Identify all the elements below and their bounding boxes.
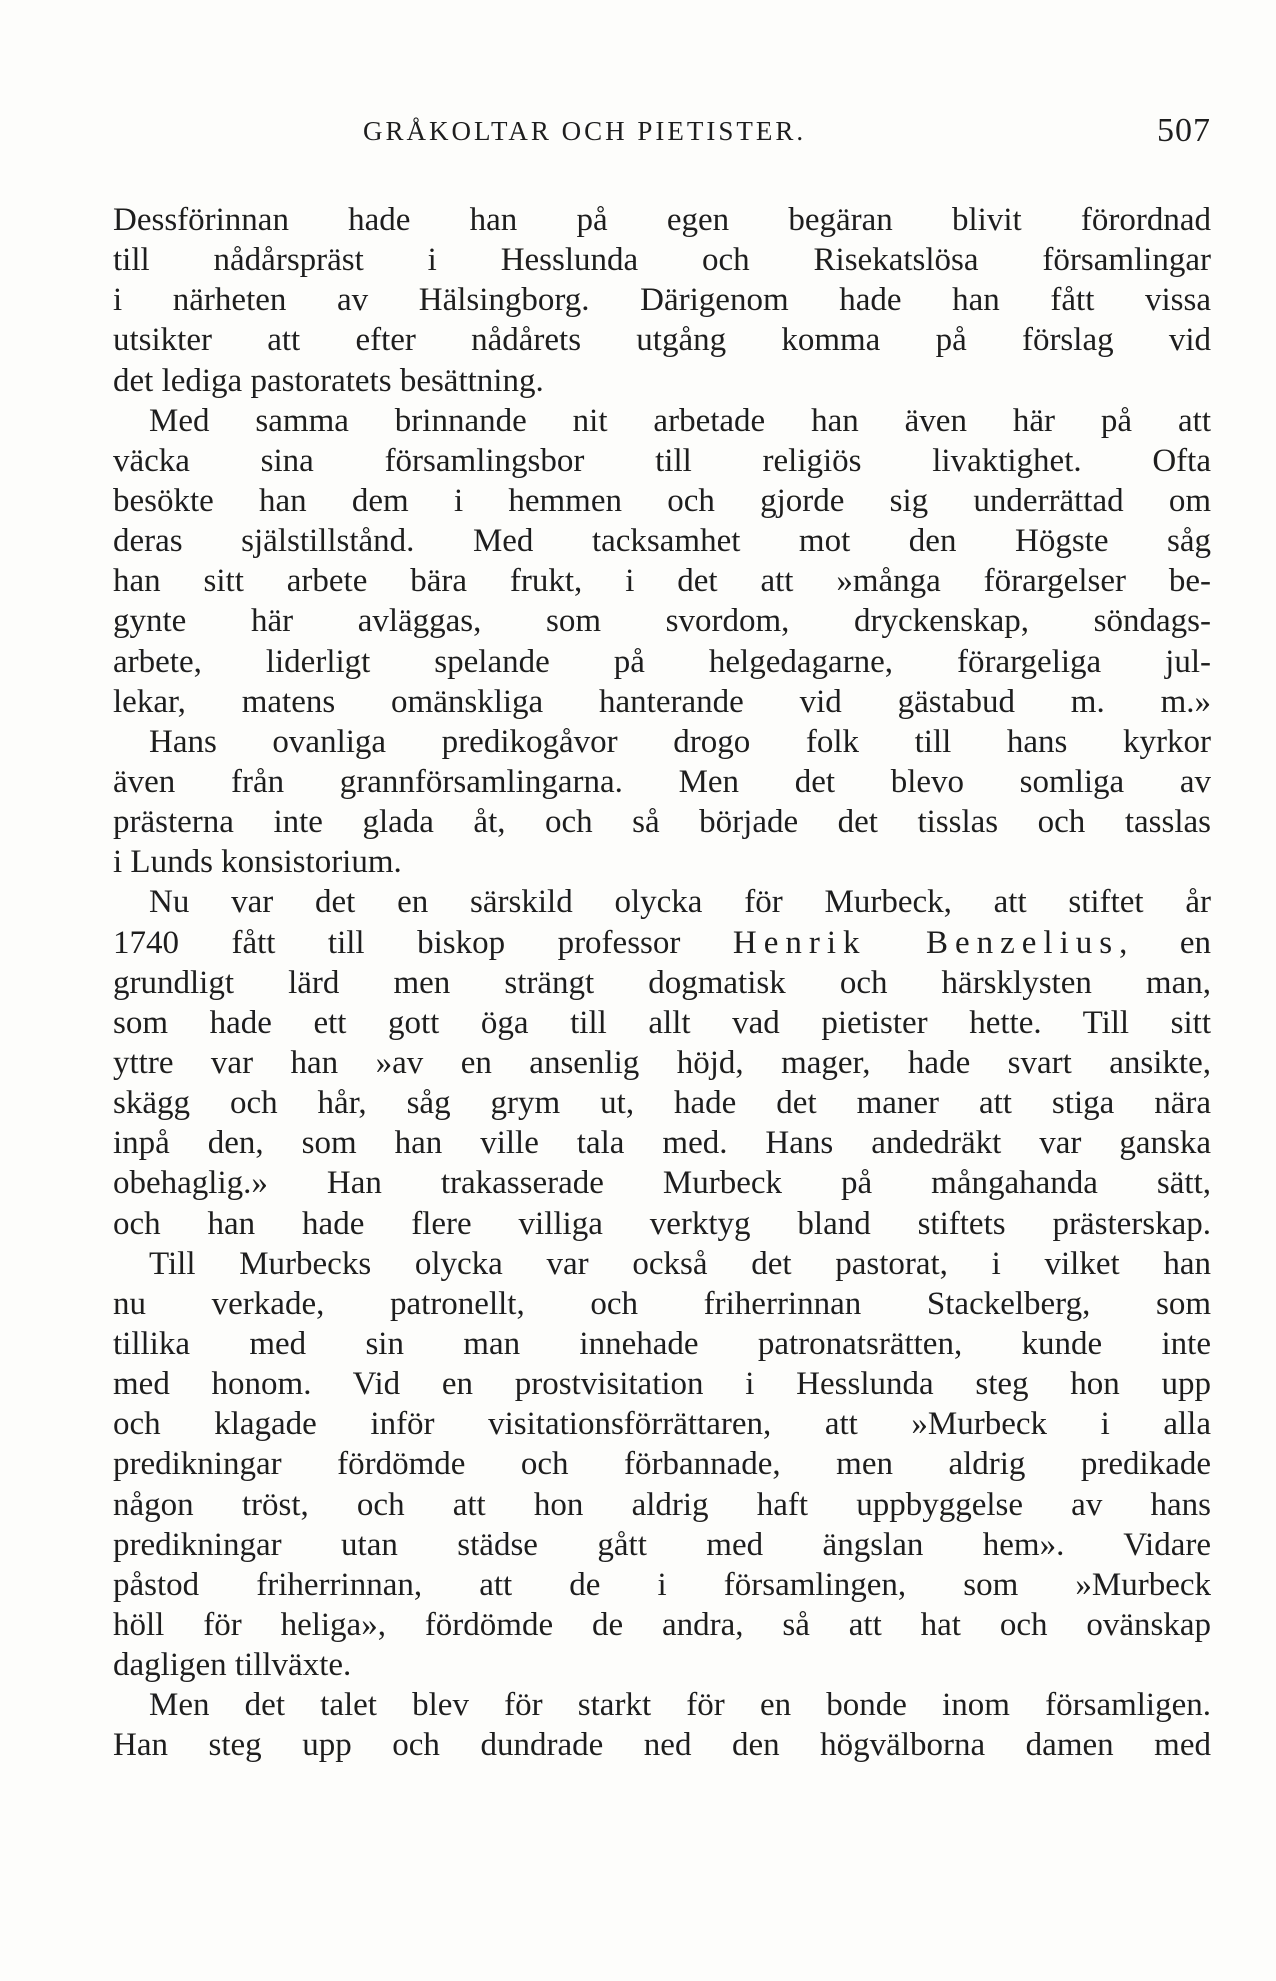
text-line: arbete, liderligt spelande på helgedagarne, förargeliga jul- — [113, 643, 1211, 680]
text-line: väcka sina församlingsbor till religiös livaktighet. Ofta — [113, 442, 1211, 479]
spaced-name: Henrik Benzelius — [732, 924, 1120, 961]
text-line: och han hade flere villiga verktyg bland stiftets prästerskap. — [113, 1205, 1211, 1242]
running-head: GRÅKOLTAR OCH PIETISTER. — [363, 116, 807, 146]
text-line: besökte han dem i hemmen och gjorde sig underrättad om — [113, 482, 1211, 519]
text-line: tillika med sin man innehade patronatsrätten, kunde inte — [113, 1325, 1211, 1362]
text-line — [113, 923, 1211, 963]
text-line: utsikter att efter nådårets utgång komma på förslag vid — [113, 322, 1211, 359]
text-line: Hans ovanliga predikogåvor drogo folk till hans kyrkor — [149, 723, 1211, 760]
text-line: han sitt arbete bära frukt, i det att »många förargelser be- — [113, 563, 1211, 600]
text-line: Dessförinnan hade han på egen begäran blivit förordnad — [113, 202, 1211, 238]
text-line: även från grannförsamlingarna. Men det blevo somliga av — [113, 763, 1211, 800]
text-line: gynte här avläggas, som svordom, dryckenskap, söndags- — [113, 603, 1211, 640]
text-line: som hade ett gott öga till allt vad pietister hette. Till sitt — [113, 1004, 1211, 1041]
text-line: Till Murbecks olycka var också det pastorat, i vilket han — [149, 1245, 1211, 1282]
text-line: Med samma brinnande nit arbetade han även här på att — [149, 402, 1211, 439]
text-line: grundligt lärd men strängt dogmatisk och härsklysten man, — [113, 964, 1211, 1001]
text-line: lekar, matens omänskliga hanterande vid gästabud m. m.» — [113, 683, 1211, 720]
text-line: predikningar utan städse gått med ängslan hem». Vidare — [113, 1526, 1211, 1563]
text-line: Men det talet blev för starkt för en bonde inom församligen. — [149, 1687, 1211, 1724]
text-line: obehaglig.» Han trakasserade Murbeck på mångahanda sätt, — [113, 1165, 1211, 1202]
text-line: predikningar fördömde och förbannade, men aldrig predikade — [113, 1446, 1211, 1483]
text-line: deras själstillstånd. Med tacksamhet mot den Högste såg — [113, 523, 1211, 560]
page-number: 507 — [1157, 112, 1211, 149]
text-line: någon tröst, och att hon aldrig haft uppbyggelse av hans — [113, 1486, 1211, 1523]
text-line: prästerna inte glada åt, och så började det tisslas och tasslas — [113, 804, 1211, 841]
text-line: Han steg upp och dundrade ned den högvälborna damen med — [113, 1727, 1211, 1764]
text-line-before: 1740 fått till biskop professor — [113, 924, 733, 961]
text-line: dagligen tillväxte. — [113, 1647, 352, 1684]
text-line: med honom. Vid en prostvisitation i Hesslunda steg hon upp — [113, 1366, 1211, 1403]
text-line: till nådårspräst i Hesslunda och Risekatslösa församlingar — [113, 242, 1211, 279]
text-line: inpå den, som han ville tala med. Hans andedräkt var ganska — [113, 1125, 1211, 1162]
text-line: nu verkade, patronellt, och friherrinnan Stackelberg, som — [113, 1285, 1211, 1322]
text-line: yttre var han »av en ansenlig höjd, mager, hade svart ansikte, — [113, 1044, 1211, 1081]
text-line: påstod friherrinnan, att de i församlingen, som »Murbeck — [113, 1566, 1211, 1603]
text-line: höll för heliga», fördömde de andra, så att hat och ovänskap — [113, 1606, 1211, 1643]
text-line: skägg och hår, såg grym ut, hade det maner att stiga nära — [113, 1085, 1211, 1122]
text-line-after: , en — [1119, 924, 1211, 961]
text-line: i Lunds konsistorium. — [113, 844, 402, 881]
text-line: Nu var det en särskild olycka för Murbeck, att stiftet år — [149, 884, 1211, 921]
text-line: och klagade inför visitationsförrättaren, att »Murbeck i alla — [113, 1406, 1211, 1443]
text-line: i närheten av Hälsingborg. Därigenom hade han fått vissa — [113, 282, 1211, 319]
page-header — [113, 112, 1211, 162]
body-text — [113, 200, 1211, 1765]
text-line: det lediga pastoratets besättning. — [113, 362, 544, 399]
